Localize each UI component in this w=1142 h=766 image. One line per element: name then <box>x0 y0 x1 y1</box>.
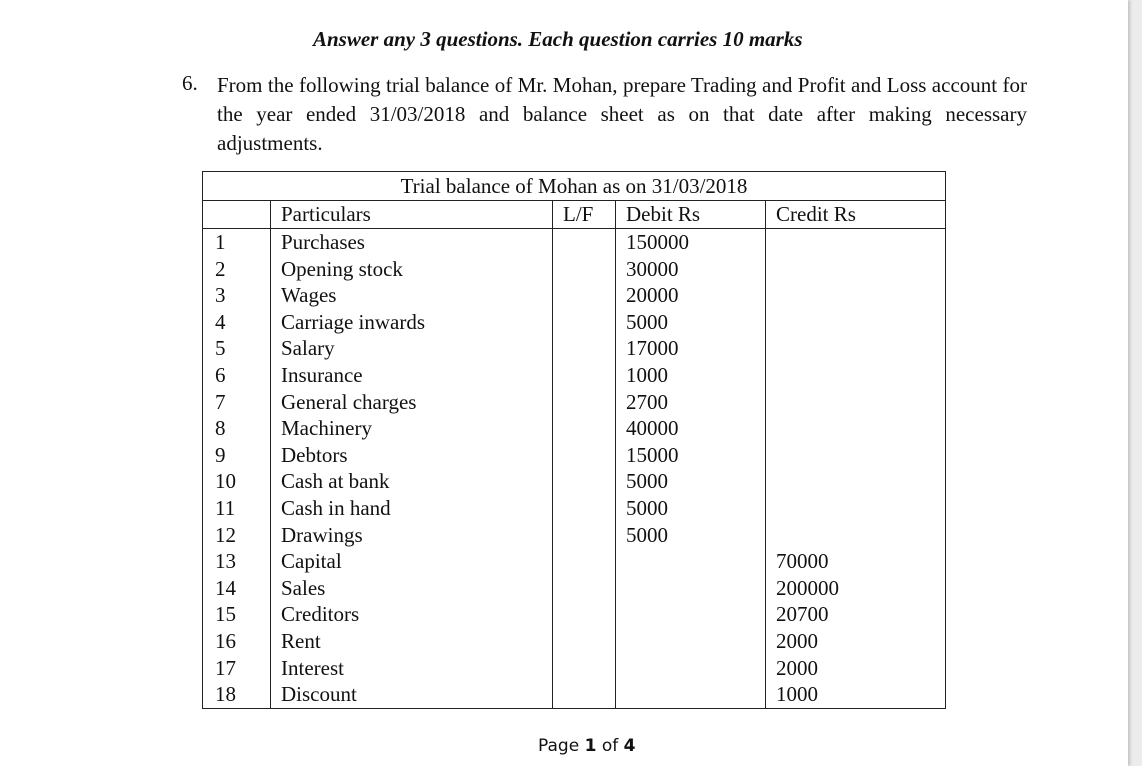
cell-particulars: Capital <box>271 548 553 575</box>
cell-particulars: Machinery <box>271 415 553 442</box>
cell-no: 5 <box>203 335 271 362</box>
table-row <box>203 522 946 549</box>
cell-debit <box>616 628 766 655</box>
cell-debit <box>616 601 766 628</box>
cell-debit: 5000 <box>616 468 766 495</box>
cell-particulars: Opening stock <box>271 256 553 283</box>
cell-lf <box>553 362 616 389</box>
table-row <box>203 335 946 362</box>
cell-debit <box>616 548 766 575</box>
cell-no: 14 <box>203 575 271 602</box>
page-word: Page <box>538 736 580 756</box>
cell-lf <box>553 575 616 602</box>
cell-particulars: Rent <box>271 628 553 655</box>
table-row <box>203 468 946 495</box>
table-row <box>203 362 946 389</box>
cell-lf <box>553 389 616 416</box>
cell-no: 7 <box>203 389 271 416</box>
of-word: of <box>601 736 619 756</box>
cell-debit: 150000 <box>616 229 766 256</box>
cell-lf <box>553 655 616 682</box>
page-current: 1 <box>584 736 597 756</box>
cell-no: 2 <box>203 256 271 283</box>
cell-no: 16 <box>203 628 271 655</box>
cell-lf <box>553 628 616 655</box>
cell-lf <box>553 282 616 309</box>
table-row <box>203 628 946 655</box>
instruction-heading: Answer any 3 questions. Each question carries 10 marks <box>313 27 803 51</box>
cell-credit <box>766 282 946 309</box>
cell-particulars: Discount <box>271 681 553 708</box>
cell-lf <box>553 229 616 256</box>
cell-lf <box>553 495 616 522</box>
table-title: Trial balance of Mohan as on 31/03/2018 <box>203 172 946 201</box>
trial-balance-rows <box>203 229 946 709</box>
cell-credit <box>766 229 946 256</box>
cell-credit: 20700 <box>766 601 946 628</box>
cell-no: 17 <box>203 655 271 682</box>
cell-debit <box>616 655 766 682</box>
table-row <box>203 655 946 682</box>
cell-debit <box>616 575 766 602</box>
cell-no: 4 <box>203 309 271 336</box>
cell-credit: 200000 <box>766 575 946 602</box>
page-indicator <box>538 736 635 756</box>
cell-lf <box>553 442 616 469</box>
cell-debit: 15000 <box>616 442 766 469</box>
question-number: 6. <box>182 71 198 95</box>
table-row <box>203 601 946 628</box>
cell-credit <box>766 362 946 389</box>
cell-credit: 2000 <box>766 655 946 682</box>
cell-credit <box>766 468 946 495</box>
cell-lf <box>553 522 616 549</box>
cell-no: 18 <box>203 681 271 708</box>
cell-particulars: Insurance <box>271 362 553 389</box>
cell-credit <box>766 522 946 549</box>
cell-lf <box>553 256 616 283</box>
cell-debit: 30000 <box>616 256 766 283</box>
table-row <box>203 495 946 522</box>
question-text: From the following trial balance of Mr. Mohan, prepare Trading and Profit and Loss account for the year ended 31/03/2018 and balance sheet as on that date after making necessary adjustments. <box>217 73 1027 155</box>
cell-debit: 20000 <box>616 282 766 309</box>
cell-particulars: Cash in hand <box>271 495 553 522</box>
cell-credit: 70000 <box>766 548 946 575</box>
cell-credit <box>766 442 946 469</box>
cell-no: 10 <box>203 468 271 495</box>
cell-particulars: Debtors <box>271 442 553 469</box>
cell-debit: 40000 <box>616 415 766 442</box>
table-row <box>203 229 946 256</box>
cell-credit <box>766 335 946 362</box>
table-row <box>203 681 946 708</box>
cell-lf <box>553 335 616 362</box>
table-row <box>203 256 946 283</box>
cell-debit: 5000 <box>616 495 766 522</box>
cell-no: 9 <box>203 442 271 469</box>
cell-no: 8 <box>203 415 271 442</box>
table-row <box>203 282 946 309</box>
cell-credit <box>766 415 946 442</box>
page-total: 4 <box>623 736 636 756</box>
column-header-credit: Credit Rs <box>766 201 946 229</box>
cell-particulars: Drawings <box>271 522 553 549</box>
table-row <box>203 442 946 469</box>
cell-no: 11 <box>203 495 271 522</box>
cell-particulars: Sales <box>271 575 553 602</box>
cell-particulars: General charges <box>271 389 553 416</box>
cell-no: 15 <box>203 601 271 628</box>
table-row <box>203 575 946 602</box>
cell-lf <box>553 601 616 628</box>
column-header-no <box>203 201 271 229</box>
table-row <box>203 548 946 575</box>
cell-lf <box>553 309 616 336</box>
cell-debit: 17000 <box>616 335 766 362</box>
cell-no: 13 <box>203 548 271 575</box>
cell-credit <box>766 309 946 336</box>
cell-particulars: Interest <box>271 655 553 682</box>
cell-lf <box>553 415 616 442</box>
cell-no: 3 <box>203 282 271 309</box>
column-header-debit: Debit Rs <box>616 201 766 229</box>
table-row <box>203 415 946 442</box>
cell-debit: 5000 <box>616 522 766 549</box>
cell-credit <box>766 389 946 416</box>
column-header-particulars: Particulars <box>271 201 553 229</box>
cell-no: 6 <box>203 362 271 389</box>
cell-no: 12 <box>203 522 271 549</box>
cell-credit <box>766 495 946 522</box>
cell-debit: 1000 <box>616 362 766 389</box>
cell-particulars: Salary <box>271 335 553 362</box>
cell-particulars: Cash at bank <box>271 468 553 495</box>
cell-debit: 2700 <box>616 389 766 416</box>
cell-particulars: Carriage inwards <box>271 309 553 336</box>
cell-no: 1 <box>203 229 271 256</box>
table-row <box>203 309 946 336</box>
cell-debit <box>616 681 766 708</box>
cell-lf <box>553 681 616 708</box>
cell-credit <box>766 256 946 283</box>
cell-credit: 2000 <box>766 628 946 655</box>
cell-particulars: Creditors <box>271 601 553 628</box>
cell-debit: 5000 <box>616 309 766 336</box>
cell-particulars: Wages <box>271 282 553 309</box>
cell-credit: 1000 <box>766 681 946 708</box>
trial-balance-table <box>202 171 946 709</box>
cell-lf <box>553 468 616 495</box>
cell-particulars: Purchases <box>271 229 553 256</box>
cell-lf <box>553 548 616 575</box>
column-header-lf: L/F <box>553 201 616 229</box>
table-row <box>203 389 946 416</box>
